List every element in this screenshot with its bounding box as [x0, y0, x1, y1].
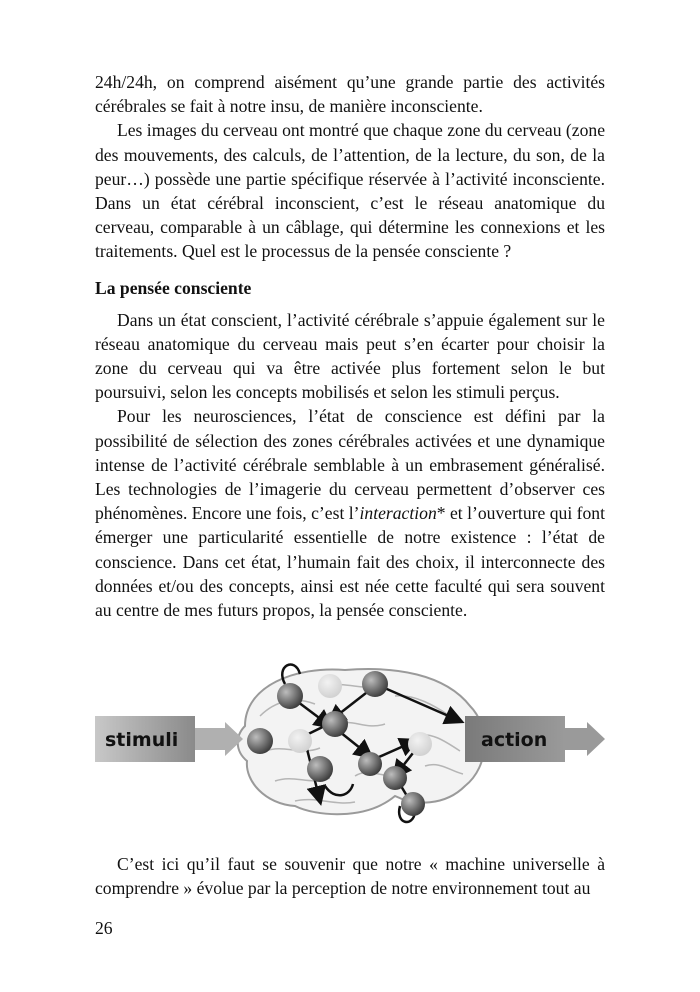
- action-label: action: [481, 729, 548, 751]
- page-body: [95, 70, 605, 622]
- action-arrow: [465, 716, 605, 762]
- brain-diagram: [95, 656, 615, 836]
- brain-outline: [238, 669, 485, 814]
- paragraph-4-text-b: * et l’ouverture qui font émerger une particularité essentielle de notre existence : l’état de conscience. Dans cet état, l’humain fait des choix, il interconnecte des données et/ou des concepts, ainsi est née cette faculté qui sera souvent au centre de mes futurs propos, la pensée consciente.: [95, 503, 605, 621]
- page-number: 26: [95, 918, 113, 938]
- paragraph-1: 24h/24h, on comprend aisément qu’une grande partie des activités cérébrales se fait à notre insu, de manière inconsciente.: [95, 72, 605, 117]
- paragraph-3: Dans un état conscient, l’activité cérébrale s’appuie également sur le réseau anatomique du cerveau mais peut s’en écarter pour choisir la zone du cerveau qui va être activée plus fortement selon le but poursuivi, selon les concepts mobilisés et selon les stimuli perçus.: [95, 309, 605, 403]
- paragraph-5: C’est ici qu’il faut se souvenir que notre « machine universelle à comprendre » évolue par la perception de notre environnement tout au: [95, 854, 605, 899]
- paragraph-2: Les images du cerveau ont montré que chaque zone du cerveau (zone des mouvements, des calculs, de l’attention, de la lecture, du son, de la peur…) possède une partie spécifique réservée à l’activité inconsciente. Dans un état cérébral inconscient, c’est le réseau anatomique du cerveau, comparable à un câblage, qui détermine les connexions et les traitements. Quel est le processus de la pensée consciente ?: [95, 120, 606, 262]
- section-heading: La pensée consciente: [95, 277, 252, 298]
- paragraph-4-text-a: Pour les neurosciences, l’état de conscience est défini par la possibilité de sélection des zones cérébrales activées et une dynamique intense de l’activité cérébrale semblable à un embrasement généralisé. Les technologies de l’imagerie du cerveau permettent d’observer ces phénomènes. Encore une fois, c’est l’: [95, 406, 605, 524]
- interaction-term: interaction: [359, 503, 437, 524]
- stimuli-label: stimuli: [105, 729, 179, 751]
- stimuli-arrow: [95, 716, 243, 762]
- paragraph-4: [95, 404, 605, 622]
